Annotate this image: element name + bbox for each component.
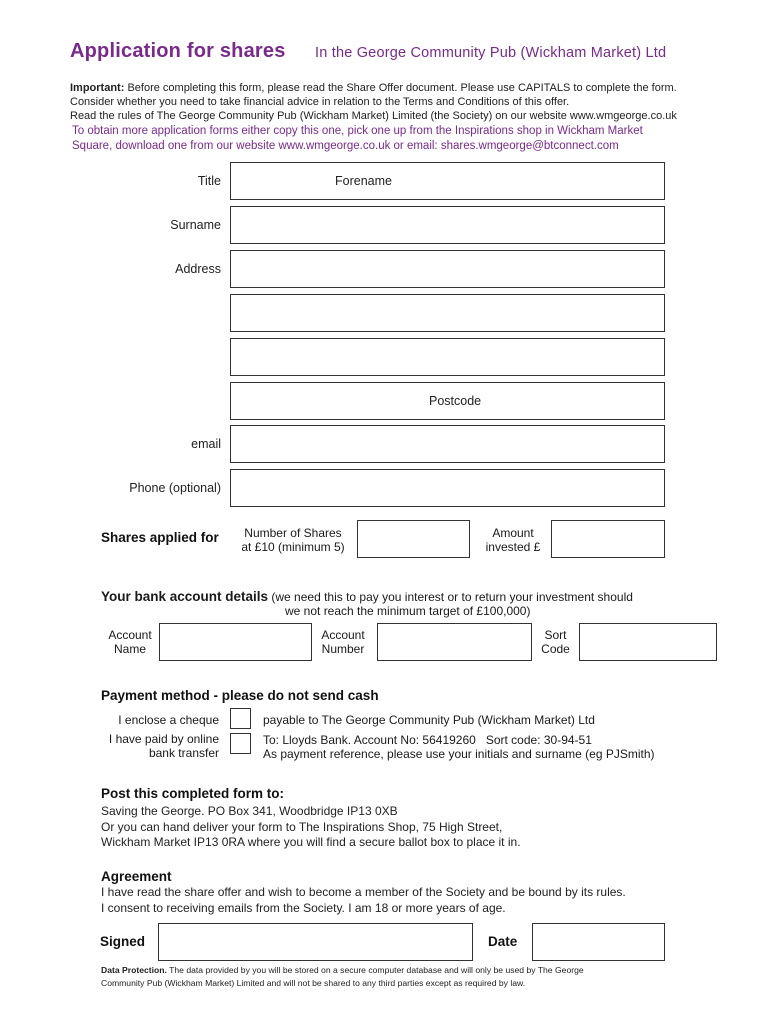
payment-heading: Payment method - please do not send cash xyxy=(101,688,379,703)
agreement-text xyxy=(101,885,626,916)
account-name-label-line-1: Account xyxy=(108,628,152,642)
online-transfer-checkbox[interactable] xyxy=(230,733,251,754)
agreement-heading: Agreement xyxy=(101,869,172,884)
online-transfer-label xyxy=(90,733,219,760)
sort-code-label-line-1: Sort xyxy=(544,628,567,642)
account-number-label xyxy=(313,628,373,656)
amount-invested-label xyxy=(478,526,548,554)
post-address xyxy=(101,804,521,851)
address-line-2-field[interactable] xyxy=(230,294,665,332)
online-transfer-label-line-2: bank transfer xyxy=(148,745,219,760)
intro-purple-line-1: To obtain more application forms either copy this one, pick one up from the Inspirations shop in Wickham Market xyxy=(72,125,643,137)
post-line-3: Wickham Market IP13 0RA where you will find a secure ballot box to place it in. xyxy=(101,835,521,849)
important-label: Important: xyxy=(70,82,125,94)
intro-line-2: Consider whether you need to take financial advice in relation to the Terms and Conditions of this offer. xyxy=(70,96,570,108)
post-line-2: Or you can hand deliver your form to The Inspirations Shop, 75 High Street, xyxy=(101,819,503,834)
agreement-line-2: I consent to receiving emails from the Society. I am 18 or more years of age. xyxy=(101,900,506,915)
cheque-checkbox[interactable] xyxy=(230,708,251,729)
address-line-3-field[interactable] xyxy=(230,338,665,376)
phone-field[interactable] xyxy=(230,469,665,507)
title-forename-field[interactable] xyxy=(230,162,665,200)
amount-invested-field[interactable] xyxy=(551,520,665,558)
amount-invested-label-line-1: Amount xyxy=(492,526,534,540)
sort-code-field[interactable] xyxy=(579,623,717,661)
online-transfer-details xyxy=(263,733,655,761)
sort-code-label-line-2: Code xyxy=(541,642,570,656)
account-number-label-line-2: Number xyxy=(321,642,365,656)
account-name-label xyxy=(100,628,160,656)
address-label: Address xyxy=(175,262,221,276)
bank-note-line-1: (we need this to pay you interest or to return your investment should xyxy=(268,590,633,604)
form-subtitle: In the George Community Pub (Wickham Market) Ltd xyxy=(315,45,667,61)
account-name-label-line-2: Name xyxy=(113,642,146,656)
intro-purple-line-2: Square, download one from our website www.wmgeorge.co.uk or email: shares.wmgeorge@btconnect.com xyxy=(72,139,619,152)
data-protection-notice xyxy=(101,964,741,989)
number-of-shares-label-line-1: Number of Shares xyxy=(244,526,342,540)
data-protection-line-2: Community Pub (Wickham Market) Limited and will not be shared to any third parties except as required by law. xyxy=(101,977,526,988)
sort-code-label xyxy=(533,628,578,656)
cheque-label: I enclose a cheque xyxy=(118,713,219,727)
amount-invested-label-line-2: invested £ xyxy=(485,540,541,554)
number-of-shares-label xyxy=(230,526,356,554)
data-protection-line-1: The data provided by you will be stored on a secure computer database and will only be used by The George xyxy=(166,965,584,975)
number-of-shares-field[interactable] xyxy=(357,520,470,558)
phone-label: Phone (optional) xyxy=(129,481,221,495)
online-transfer-details-line-1: To: Lloyds Bank. Account No: 56419260 Sort code: 30-94-51 xyxy=(263,733,592,747)
signature-field[interactable] xyxy=(158,923,473,961)
post-heading: Post this completed form to: xyxy=(101,786,285,801)
cheque-payee-text: payable to The George Community Pub (Wickham Market) Ltd xyxy=(263,713,595,727)
forename-label: Forename xyxy=(335,174,392,188)
account-number-label-line-1: Account xyxy=(321,628,365,642)
account-number-field[interactable] xyxy=(377,623,532,661)
date-label: Date xyxy=(488,934,518,949)
account-name-field[interactable] xyxy=(159,623,312,661)
bank-note-line-2: we not reach the minimum target of £100,000) xyxy=(285,604,531,618)
title-label: Title xyxy=(197,174,221,188)
intro-line-3: Read the rules of The George Community Pub (Wickham Market) Limited (the Society) on our website www.wmgeorge.co.uk xyxy=(70,110,677,122)
intro-line-1: Before completing this form, please read the Share Offer document. Please use CAPITALS to complete the form. xyxy=(124,82,677,94)
date-field[interactable] xyxy=(532,923,665,961)
signed-label: Signed xyxy=(100,934,146,949)
surname-label: Surname xyxy=(170,218,221,232)
address-line-1-field[interactable] xyxy=(230,250,665,288)
email-field[interactable] xyxy=(230,425,665,463)
surname-field[interactable] xyxy=(230,206,665,244)
shares-heading: Shares applied for xyxy=(101,530,219,545)
post-line-1: Saving the George. PO Box 341, Woodbridge IP13 0XB xyxy=(101,804,398,818)
bank-heading: Your bank account details xyxy=(101,589,269,604)
bank-section-header xyxy=(101,590,633,604)
agreement-line-1: I have read the share offer and wish to become a member of the Society and be bound by its rules. xyxy=(101,885,626,899)
postcode-label: Postcode xyxy=(429,394,482,408)
intro-text xyxy=(70,81,760,123)
intro-purple-text xyxy=(72,124,643,153)
form-title: Application for shares xyxy=(70,40,286,62)
online-transfer-details-line-2: As payment reference, please use your initials and surname (eg PJSmith) xyxy=(263,747,655,761)
data-protection-label: Data Protection. xyxy=(101,965,167,975)
number-of-shares-label-line-2: at £10 (minimum 5) xyxy=(241,540,345,554)
online-transfer-label-line-1: I have paid by online xyxy=(108,732,219,746)
email-label: email xyxy=(191,437,221,451)
